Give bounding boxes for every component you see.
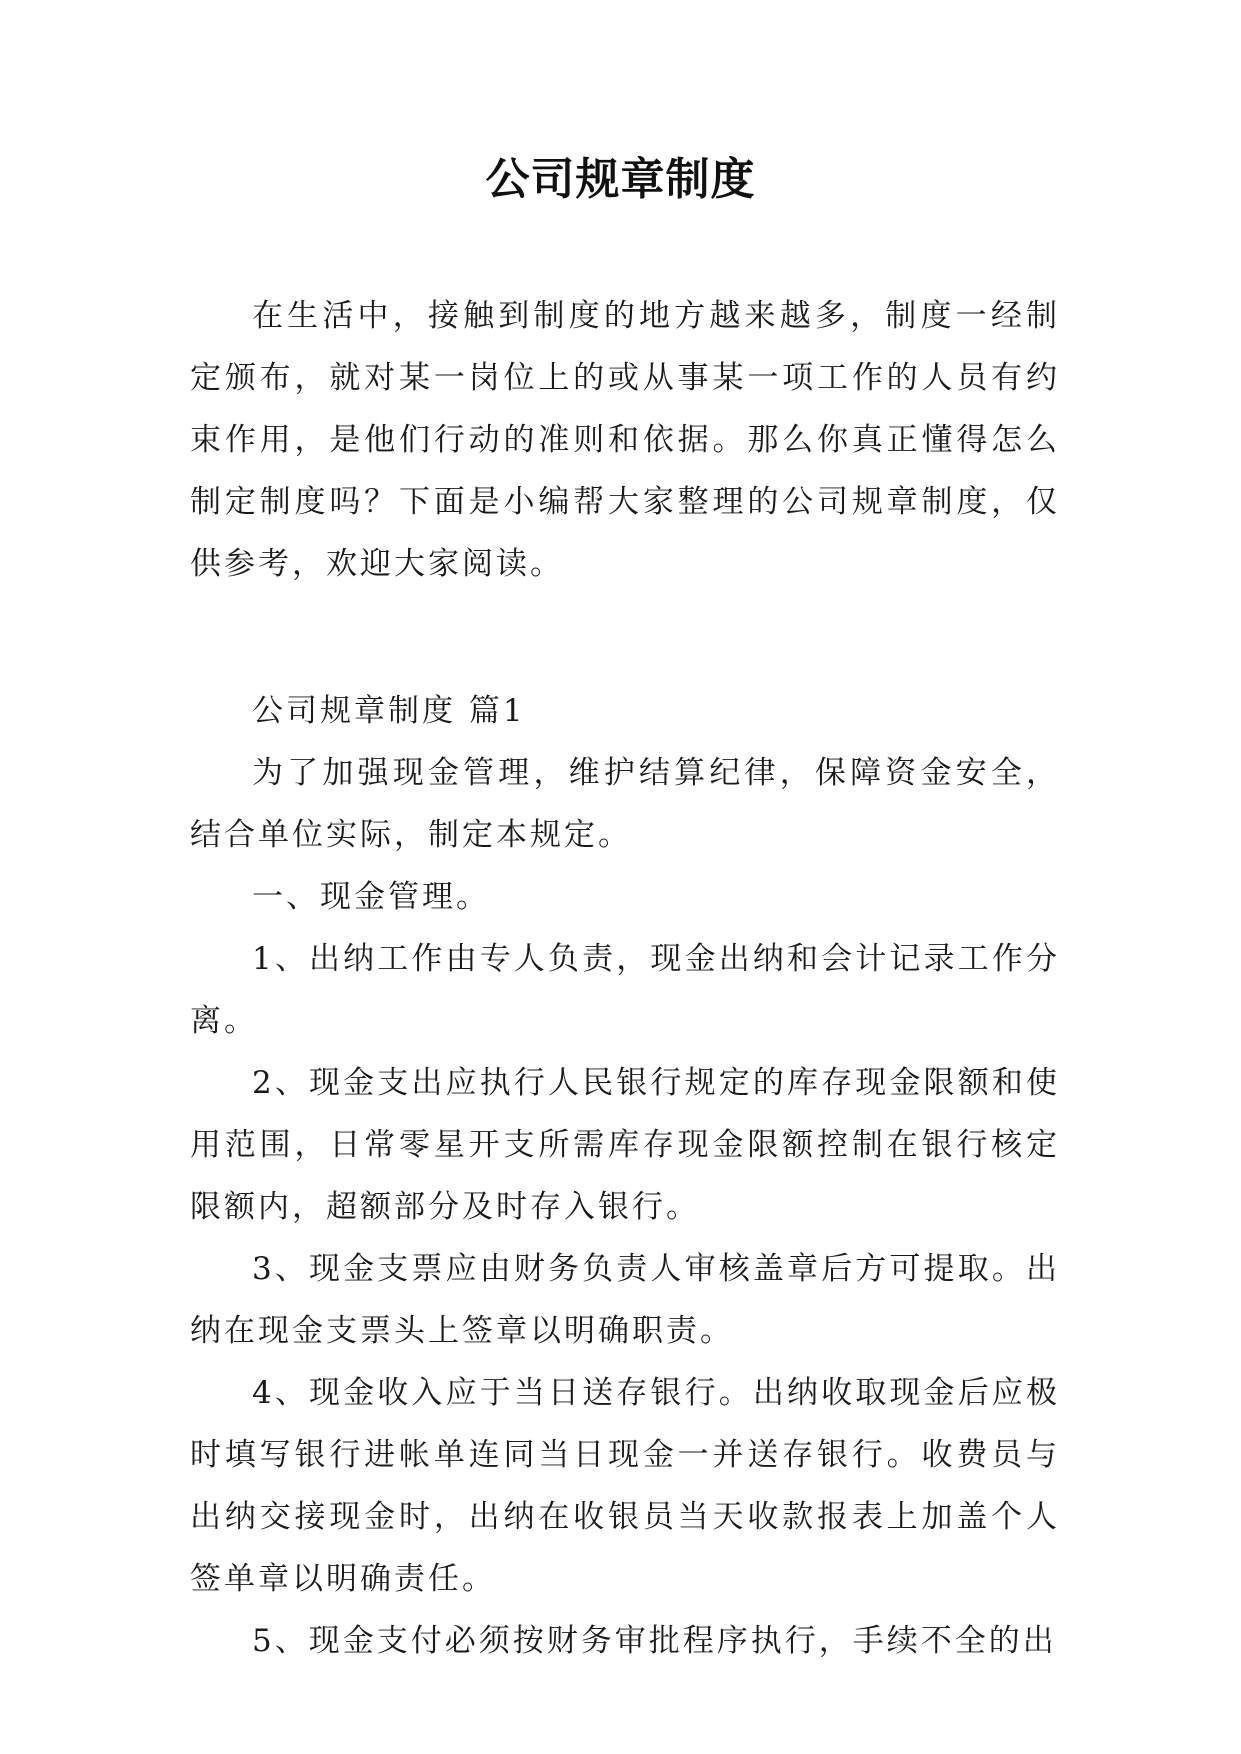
- purpose-paragraph: 为了加强现金管理，维护结算纪律，保障资金安全，结合单位实际，制定本规定。: [190, 755, 1060, 853]
- rule-item-3: 3、现金支票应由财务负责人审核盖章后方可提取。出纳在现金支票头上签章以明确职责。: [190, 1251, 1060, 1349]
- rule-item-5: 5、现金支付必须按财务审批程序执行，手续不全的出: [252, 1623, 1057, 1659]
- document-body: [190, 285, 1060, 1672]
- document-title: 公司规章制度: [485, 154, 756, 205]
- section-heading: 公司规章制度 篇1: [252, 693, 526, 729]
- rule-item-4: 4、现金收入应于当日送存银行。出纳收取现金后应极时填写银行进帐单连同当日现金一并送存银行。收费员与出纳交接现金时，出纳在收银员当天收款报表上加盖个人签单章以明确责任。: [190, 1375, 1060, 1597]
- intro-paragraph: 在生活中，接触到制度的地方越来越多，制度一经制定颁布，就对某一岗位上的或从事某一项工作的人员有约束作用，是他们行动的准则和依据。那么你真正懂得怎么制定制度吗？下面是小编帮大家整理的公司规章制度，仅供参考，欢迎大家阅读。: [190, 298, 1060, 582]
- rule-item-1: 1、出纳工作由专人负责，现金出纳和会计记录工作分离。: [190, 941, 1060, 1039]
- rule-item-2: 2、现金支出应执行人民银行规定的库存现金限额和使用范围，日常零星开支所需库存现金限额控制在银行核定限额内，超额部分及时存入银行。: [190, 1065, 1060, 1225]
- subsection-heading: 一、现金管理。: [252, 879, 490, 915]
